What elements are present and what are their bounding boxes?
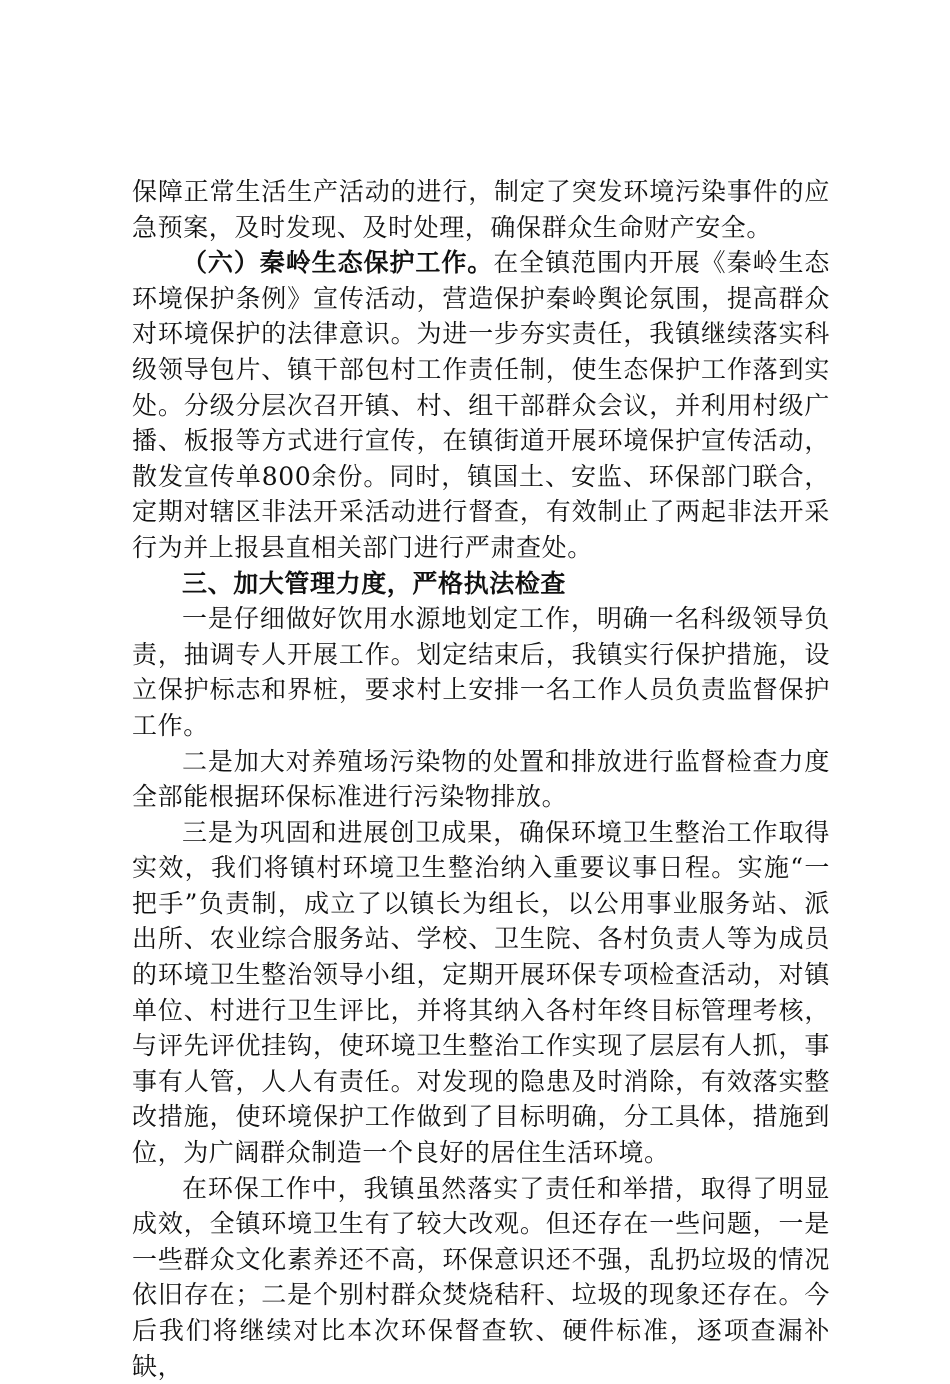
paragraph-lead-heading: （六）秦岭生态保护工作。 (182, 248, 494, 278)
section-heading: 三、加大管理力度，严格执法检查 (182, 568, 567, 598)
paragraph-qinling-protection (132, 245, 830, 565)
paragraph-farm-pollution: 二是加大对养殖场污染物的处置和排放进行监督检查力度全部能根据环保标准进行污染物排放。 (132, 746, 830, 812)
paragraph-sanitation: 三是为巩固和进展创卫成果，确保环境卫生整治工作取得实效，我们将镇村环境卫生整治纳入重要议事日程。实施“一把手”负责制，成立了以镇长为组长，以公用事业服务站、派出所、农业综合服务站、学校、卫生院、各村负责人等为成员的环境卫生整治领导小组，定期开展环保专项检查活动，对镇单位、村进行卫生评比，并将其纳入各村年终目标管理考核，与评先评优挂钩，使环境卫生整治工作实现了层层有人抓，事事有人管，人人有责任。对发现的隐患及时消除，有效落实整改措施，使环境保护工作做到了目标明确，分工具体，措施到位，为广阔群众制造一个良好的居住生活环境。 (132, 817, 830, 1168)
paragraph-problems: 在环保工作中，我镇虽然落实了责任和举措，取得了明显成效，全镇环境卫生有了较大改观。但还存在一些问题，一是一些群众文化素养还不高，环保意识还不强，乱扔垃圾的情况依旧存在；二是个别村群众焚烧秸秆、垃圾的现象还存在。今后我们将继续对比本次环保督查软、硬件标准，逐项查漏补缺， (132, 1173, 830, 1381)
paragraph-water-source: 一是仔细做好饮用水源地划定工作，明确一名科级领导负责，抽调专人开展工作。划定结束后，我镇实行保护措施，设立保护标志和界桩，要求村上安排一名工作人员负责监督保护工作。 (132, 604, 830, 740)
paragraph-continuation: 保障正常生活生产活动的进行，制定了突发环境污染事件的应急预案，及时发现、及时处理，确保群众生命财产安全。 (132, 177, 830, 242)
paragraph-body: 在全镇范围内开展《秦岭生态环境保护条例》宣传活动，营造保护秦岭舆论氛围，提高群众对环境保护的法律意识。为进一步夯实责任，我镇继续落实科级领导包片、镇干部包村工作责任制，使生态保护工作落到实处。分级分层次召开镇、村、组干部群众会议，并利用村级广播、板报等方式进行宣传，在镇街道开展环境保护宣传活动，散发宣传单800余份。同时，镇国土、安监、环保部门联合，定期对辖区非法开采活动进行督查，有效制止了两起非法开采行为并上报县直相关部门进行严肃查处。 (132, 248, 830, 562)
document-body (132, 174, 830, 1384)
